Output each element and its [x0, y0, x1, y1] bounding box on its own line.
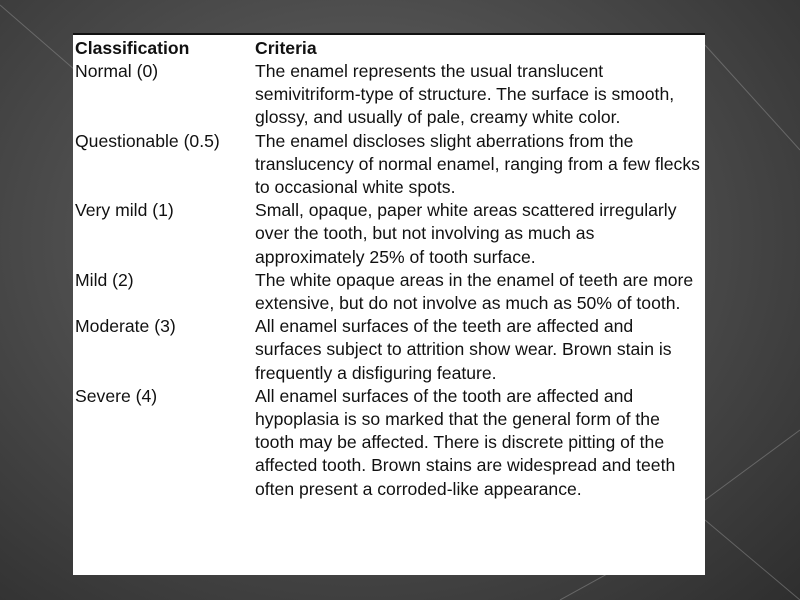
classification-cell: Normal (0) — [75, 61, 159, 81]
fluorosis-classification-table — [73, 35, 705, 501]
table-row — [73, 60, 705, 130]
criteria-cell: The white opaque areas in the enamel of teeth are more extensive, but do not involve as much as 50% of tooth. — [255, 269, 694, 314]
criteria-cell: All enamel surfaces of the tooth are affected and hypoplasia is so marked that the general form of the tooth may be affected. There is discrete pitting of the affected tooth. Brown stains are widespread and teeth often present a corroded-like appearance. — [255, 385, 676, 499]
criteria-cell: The enamel represents the usual translucent semivitriform-type of structure. The surface is smooth, glossy, and usually of pale, creamy white color. — [255, 61, 675, 128]
criteria-cell: Small, opaque, paper white areas scattered irregularly over the tooth, but not involving as much as approximately 25% of tooth surface. — [255, 200, 677, 267]
classification-cell: Severe (4) — [75, 385, 158, 406]
criteria-cell: All enamel surfaces of the teeth are affected and surfaces subject to attrition show wear. Brown stain is frequently a disfiguring feature. — [255, 316, 672, 383]
classification-cell: Very mild (1) — [75, 200, 174, 221]
table-row — [73, 315, 705, 385]
classification-header: Classification — [75, 38, 190, 58]
table-row — [73, 130, 705, 200]
table-header-row — [73, 35, 705, 60]
table-row — [73, 385, 705, 501]
criteria-cell: The enamel discloses slight aberrations from the translucency of normal enamel, ranging from a few flecks to occasional white spots. — [255, 130, 700, 198]
classification-cell: Mild (2) — [75, 269, 134, 290]
classification-cell: Questionable (0.5) — [75, 130, 220, 151]
criteria-header: Criteria — [255, 38, 317, 58]
table-row — [73, 199, 705, 269]
classification-cell: Moderate (3) — [75, 316, 176, 337]
table-row — [73, 269, 705, 315]
fluorosis-classification-table-card — [73, 33, 705, 575]
